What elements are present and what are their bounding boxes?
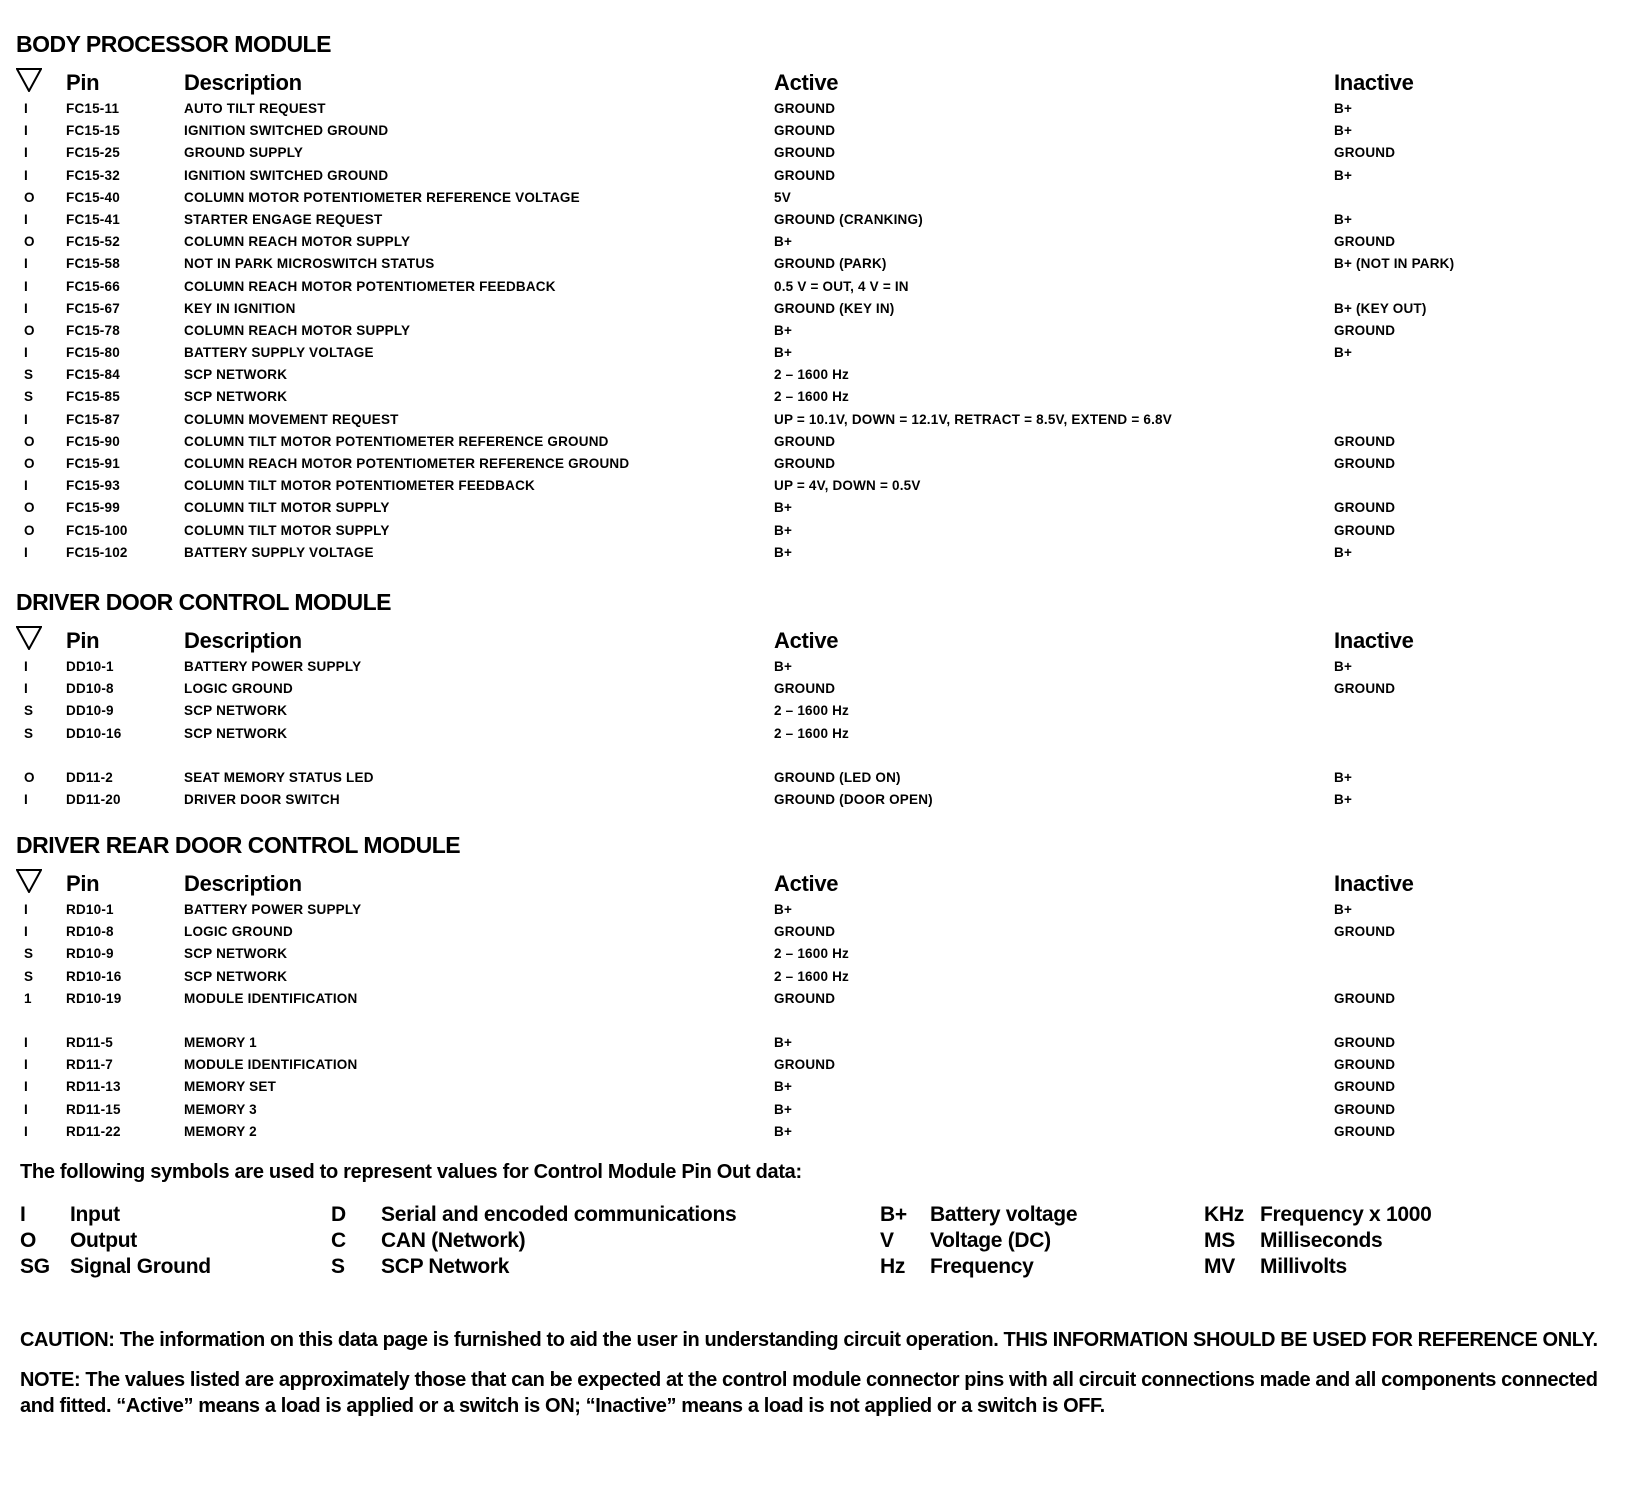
pin-description: SCP NETWORK: [184, 367, 288, 383]
pin-description: MEMORY SET: [184, 1079, 277, 1095]
pin-direction-symbol: I: [24, 300, 28, 316]
table-row: [16, 789, 1616, 811]
table-rows: [16, 98, 1616, 564]
table-row: [16, 386, 1616, 408]
legend-item: [20, 1253, 211, 1280]
pin-id: FC15-93: [66, 478, 120, 494]
pin-id: FC15-84: [66, 367, 120, 383]
pin-direction-symbol: I: [24, 902, 28, 918]
inactive-value: B+: [1334, 544, 1353, 560]
pin-id: RD11-5: [66, 1035, 113, 1050]
legend-text: Serial and encoded communications: [381, 1202, 737, 1226]
pin-description: COLUMN TILT MOTOR SUPPLY: [184, 522, 390, 538]
pin-direction-symbol: O: [24, 522, 35, 538]
table-row: [16, 921, 1616, 943]
pin-id: RD10-16: [66, 968, 122, 984]
table-row: [16, 364, 1616, 386]
table-header: [16, 863, 1616, 897]
pin-direction-symbol: O: [24, 189, 35, 205]
legend-symbol: SG: [20, 1254, 50, 1278]
pin-direction-symbol: I: [24, 123, 28, 139]
pin-id: FC15-32: [66, 167, 120, 183]
active-value: 0.5 V = OUT, 4 V = IN: [774, 278, 909, 294]
pin-id: RD11-22: [66, 1123, 121, 1139]
table-row: [16, 1121, 1616, 1143]
active-value: B+: [774, 322, 793, 338]
caution-note: CAUTION: The information on this data page is furnished to aid the user in understanding circuit operation. THIS INFORMATION SHOULD BE USED FOR REFERENCE ONLY.: [20, 1328, 1598, 1351]
inactive-value: GROUND: [1334, 1123, 1396, 1139]
active-value: 2 – 1600 Hz: [774, 968, 849, 984]
legend-item: [1204, 1227, 1382, 1254]
table-row: [16, 431, 1616, 453]
pin-description: NOT IN PARK MICROSWITCH STATUS: [184, 256, 435, 272]
active-value: B+: [774, 902, 793, 918]
pin-id: DD11-2: [66, 769, 113, 785]
active-value: UP = 4V, DOWN = 0.5V: [774, 478, 921, 494]
inactive-value: [1334, 187, 1616, 209]
active-value: GROUND: [774, 990, 836, 1006]
pin-direction-symbol: I: [24, 658, 28, 674]
active-value: B+: [774, 345, 793, 361]
active-value: GROUND: [774, 1057, 836, 1073]
legend-text: SCP Network: [381, 1254, 510, 1278]
inactive-value: GROUND: [1334, 433, 1396, 449]
pin-direction-symbol: I: [24, 101, 28, 116]
legend-text: Input: [70, 1202, 120, 1226]
header-inactive: Inactive: [1334, 871, 1414, 897]
active-value: B+: [774, 658, 793, 674]
legend-item: [880, 1201, 1077, 1228]
active-value: GROUND (KEY IN): [774, 300, 895, 316]
active-value: GROUND: [774, 167, 836, 183]
inactive-value: B+: [1334, 123, 1353, 139]
legend-item: [331, 1201, 736, 1228]
header-active: Active: [774, 627, 839, 653]
pin-direction-symbol: I: [24, 924, 28, 940]
table-row: [16, 475, 1616, 497]
active-value: GROUND: [774, 433, 836, 449]
inactive-value: GROUND: [1334, 681, 1396, 697]
pin-id: DD10-1: [66, 658, 114, 674]
legend-symbol: V: [880, 1228, 894, 1252]
table-row: [16, 453, 1616, 475]
pin-direction-symbol: I: [24, 278, 28, 294]
active-value: GROUND (CRANKING): [774, 211, 923, 227]
active-value: 2 – 1600 Hz: [774, 946, 849, 962]
legend-symbol: B+: [880, 1202, 907, 1226]
legend-item: [331, 1253, 509, 1280]
pin-id: FC15-85: [66, 389, 120, 405]
inactive-value: GROUND: [1334, 1101, 1396, 1117]
inactive-value: [1334, 723, 1616, 745]
pin-id: FC15-58: [66, 256, 120, 272]
active-value: B+: [774, 234, 793, 250]
active-value: GROUND: [774, 456, 836, 471]
table-row: [16, 723, 1616, 745]
pin-direction-symbol: O: [24, 433, 35, 449]
table-row: [16, 497, 1616, 519]
pin-description: AUTO TILT REQUEST: [184, 101, 326, 116]
pin-description: MEMORY 3: [184, 1101, 257, 1117]
inactive-value: [1334, 276, 1616, 298]
pin-direction-symbol: O: [24, 769, 35, 785]
table-rows: [16, 899, 1616, 1143]
table-row: [16, 187, 1616, 209]
section-title: BODY PROCESSOR MODULE: [16, 31, 331, 57]
inactive-value: B+: [1334, 769, 1353, 785]
section-title: DRIVER DOOR CONTROL MODULE: [16, 588, 392, 615]
legend-item: [880, 1253, 1034, 1280]
pin-description: COLUMN TILT MOTOR POTENTIOMETER FEEDBACK: [184, 478, 535, 494]
active-value: 5V: [774, 189, 791, 205]
table-row: [16, 767, 1616, 789]
inactive-value: [1334, 943, 1616, 965]
legend-symbol: Hz: [880, 1254, 906, 1278]
pin-description: SCP NETWORK: [184, 946, 288, 962]
legend-text: Output: [70, 1228, 138, 1252]
legend-item: [1204, 1253, 1347, 1280]
pin-description: COLUMN MOVEMENT REQUEST: [184, 411, 399, 427]
pin-id: RD10-19: [66, 990, 122, 1006]
legend-symbol: I: [20, 1202, 26, 1226]
table-row: [16, 253, 1616, 275]
legend-item: [1204, 1201, 1431, 1228]
pin-direction-symbol: I: [24, 256, 28, 272]
pin-id: FC15-40: [66, 189, 120, 205]
pin-id: RD10-9: [66, 946, 114, 962]
pin-id: FC15-66: [66, 278, 120, 294]
legend-symbol: D: [331, 1202, 346, 1226]
active-value: GROUND: [774, 681, 836, 697]
table-row: [16, 1032, 1616, 1054]
pin-id: FC15-90: [66, 433, 120, 449]
pin-id: DD10-8: [66, 681, 114, 697]
legend-item: [20, 1201, 120, 1228]
table-row: [16, 342, 1616, 364]
table-row: [16, 943, 1616, 965]
symbol-legend: [20, 1201, 1616, 1291]
pin-description: SCP NETWORK: [184, 968, 288, 984]
legend-text: Millivolts: [1260, 1254, 1347, 1278]
pin-description: MODULE IDENTIFICATION: [184, 990, 358, 1006]
table-row: [16, 988, 1616, 1010]
pin-id: FC15-100: [66, 522, 128, 538]
legend-symbol: MV: [1204, 1254, 1235, 1278]
inactive-value: GROUND: [1334, 990, 1396, 1006]
table-row: [16, 899, 1616, 921]
legend-text: Frequency x 1000: [1260, 1202, 1432, 1226]
pin-id: FC15-52: [66, 234, 120, 250]
header-active: Active: [774, 871, 839, 897]
pin-id: FC15-87: [66, 411, 120, 427]
table-row: [16, 520, 1616, 542]
table-row: [16, 542, 1616, 564]
inactive-value: GROUND: [1334, 924, 1396, 940]
table-row: [16, 298, 1616, 320]
table-row: [16, 98, 1616, 120]
inactive-value: B+: [1334, 658, 1353, 674]
pin-description: COLUMN TILT MOTOR POTENTIOMETER REFERENCE GROUND: [184, 433, 609, 449]
legend-text: Milliseconds: [1260, 1228, 1383, 1252]
pin-id: DD10-16: [66, 725, 122, 741]
table-row: [16, 165, 1616, 187]
pin-direction-symbol: I: [24, 411, 28, 427]
legend-text: Signal Ground: [70, 1254, 211, 1278]
header-description: Description: [184, 70, 302, 95]
active-value: B+: [774, 544, 793, 560]
header-pin: Pin: [66, 871, 100, 897]
pin-id: FC15-99: [66, 500, 120, 516]
table-row: [16, 276, 1616, 298]
legend-symbol: KHz: [1204, 1202, 1244, 1226]
header-active: Active: [774, 70, 839, 95]
legend-intro: The following symbols are used to represent values for Control Module Pin Out data:: [20, 1160, 802, 1183]
table-row: [16, 1054, 1616, 1076]
header-inactive: Inactive: [1334, 627, 1414, 653]
active-value: B+: [774, 522, 793, 538]
pin-direction-symbol: S: [24, 968, 34, 984]
legend-symbol: C: [331, 1228, 346, 1252]
inactive-value: B+: [1334, 345, 1353, 361]
pin-description: SCP NETWORK: [184, 703, 288, 719]
pin-direction-symbol: I: [24, 211, 28, 227]
inactive-value: [1334, 475, 1616, 497]
table-header: [16, 620, 1616, 654]
pin-direction-symbol: O: [24, 500, 35, 516]
pin-direction-symbol: 1: [24, 990, 32, 1006]
pin-description: STARTER ENGAGE REQUEST: [184, 211, 383, 227]
legend-text: Voltage (DC): [930, 1228, 1051, 1252]
pin-description: BATTERY POWER SUPPLY: [184, 902, 362, 918]
direction-triangle-icon: [16, 68, 42, 92]
direction-triangle-icon: [16, 626, 42, 650]
inactive-value: GROUND: [1334, 500, 1396, 516]
active-value: 2 – 1600 Hz: [774, 725, 849, 741]
active-value: GROUND: [774, 145, 836, 161]
inactive-value: GROUND: [1334, 234, 1396, 250]
pin-description: IGNITION SWITCHED GROUND: [184, 123, 389, 139]
pin-direction-symbol: S: [24, 389, 34, 405]
table-row: [16, 1076, 1616, 1098]
pin-description: KEY IN IGNITION: [184, 300, 296, 316]
pin-description: SCP NETWORK: [184, 725, 288, 741]
active-value: 2 – 1600 Hz: [774, 367, 849, 383]
pin-id: FC15-15: [66, 123, 120, 139]
inactive-value: B+: [1334, 101, 1353, 116]
pin-direction-symbol: I: [24, 167, 28, 183]
pin-description: COLUMN REACH MOTOR SUPPLY: [184, 322, 411, 338]
pin-direction-symbol: S: [24, 367, 34, 383]
table-row: [16, 966, 1616, 988]
active-value: GROUND: [774, 101, 836, 116]
pin-description: COLUMN REACH MOTOR POTENTIOMETER FEEDBACK: [184, 278, 556, 294]
header-pin: Pin: [66, 70, 100, 95]
pin-id: FC15-25: [66, 145, 120, 161]
pin-description: COLUMN REACH MOTOR SUPPLY: [184, 234, 411, 250]
pin-description: SEAT MEMORY STATUS LED: [184, 769, 374, 785]
pin-description: BATTERY SUPPLY VOLTAGE: [184, 345, 374, 361]
pin-description: COLUMN REACH MOTOR POTENTIOMETER REFERENCE GROUND: [184, 456, 630, 471]
pin-description: GROUND SUPPLY: [184, 145, 304, 161]
table-row: [16, 656, 1616, 678]
pinout-page: [16, 30, 1616, 1419]
pin-id: FC15-67: [66, 300, 120, 316]
pin-direction-symbol: I: [24, 1035, 28, 1050]
inactive-value: B+: [1334, 211, 1353, 227]
inactive-value: B+: [1334, 791, 1353, 807]
inactive-value: GROUND: [1334, 1079, 1396, 1095]
pin-direction-symbol: I: [24, 478, 28, 494]
pin-id: RD11-13: [66, 1079, 121, 1095]
inactive-value: B+ (NOT IN PARK): [1334, 256, 1455, 272]
pin-id: RD11-7: [66, 1057, 113, 1073]
values-note: NOTE: The values listed are approximately those that can be expected at the control module connector pins with all circuit connections made and all components connected and fitted. “Active” means a load is applied or a switch is ON; “Inactive” means a load is not applied or a switch is OFF.: [20, 1368, 1598, 1417]
pin-description: MEMORY 1: [184, 1035, 257, 1050]
pin-description: COLUMN TILT MOTOR SUPPLY: [184, 500, 390, 516]
section-body-processor-module: [16, 30, 1616, 564]
active-value: B+: [774, 1079, 793, 1095]
legend-symbol: S: [331, 1254, 345, 1278]
table-row: [16, 678, 1616, 700]
inactive-value: [1334, 409, 1616, 431]
table-row: [16, 320, 1616, 342]
header-description: Description: [184, 871, 302, 897]
table-row: [16, 209, 1616, 231]
header-pin: Pin: [66, 627, 100, 653]
pin-id: FC15-80: [66, 345, 120, 361]
inactive-value: GROUND: [1334, 1057, 1396, 1073]
legend-item: [20, 1227, 137, 1254]
pin-id: FC15-91: [66, 456, 120, 471]
pin-id: DD10-9: [66, 703, 114, 719]
pin-id: RD11-15: [66, 1101, 121, 1117]
active-value: B+: [774, 1123, 793, 1139]
legend-symbol: MS: [1204, 1228, 1235, 1252]
active-value: 2 – 1600 Hz: [774, 703, 849, 719]
inactive-value: [1334, 364, 1616, 386]
section-driver-door-control-module: [16, 588, 1616, 811]
header-description: Description: [184, 627, 302, 653]
legend-text: Frequency: [930, 1254, 1034, 1278]
pin-description: COLUMN MOTOR POTENTIOMETER REFERENCE VOLTAGE: [184, 189, 580, 205]
pin-description: IGNITION SWITCHED GROUND: [184, 167, 389, 183]
header-inactive: Inactive: [1334, 70, 1414, 95]
table-row: [16, 231, 1616, 253]
inactive-value: [1334, 386, 1616, 408]
pin-id: DD11-20: [66, 791, 121, 807]
pin-direction-symbol: I: [24, 681, 28, 697]
pin-description: BATTERY POWER SUPPLY: [184, 658, 362, 674]
table-header: [16, 62, 1616, 96]
inactive-value: GROUND: [1334, 522, 1396, 538]
legend-symbol: O: [20, 1228, 37, 1252]
active-value: B+: [774, 500, 793, 516]
inactive-value: GROUND: [1334, 456, 1396, 471]
pin-direction-symbol: I: [24, 1123, 28, 1139]
pin-description: MEMORY 2: [184, 1123, 257, 1139]
active-value: GROUND: [774, 123, 836, 139]
active-value: GROUND: [774, 924, 836, 940]
pin-direction-symbol: S: [24, 946, 34, 962]
section-title: DRIVER REAR DOOR CONTROL MODULE: [16, 832, 461, 859]
pin-direction-symbol: O: [24, 456, 35, 471]
direction-triangle-icon: [16, 869, 42, 893]
pin-id: FC15-41: [66, 211, 120, 227]
inactive-value: B+: [1334, 167, 1353, 183]
active-value: GROUND (PARK): [774, 256, 887, 272]
section-driver-rear-door-control-module: [16, 831, 1616, 1143]
pin-direction-symbol: S: [24, 703, 34, 719]
pin-direction-symbol: I: [24, 544, 28, 560]
inactive-value: GROUND: [1334, 145, 1396, 161]
legend-item: [880, 1227, 1051, 1254]
active-value: UP = 10.1V, DOWN = 12.1V, RETRACT = 8.5V, EXTEND = 6.8V: [774, 411, 1172, 427]
inactive-value: [1334, 700, 1616, 722]
pin-id: FC15-78: [66, 322, 120, 338]
pin-id: RD10-8: [66, 924, 114, 940]
pin-description: LOGIC GROUND: [184, 681, 293, 697]
legend-text: Battery voltage: [930, 1202, 1078, 1226]
active-value: 2 – 1600 Hz: [774, 389, 849, 405]
inactive-value: [1334, 966, 1616, 988]
pin-direction-symbol: I: [24, 145, 28, 161]
active-value: B+: [774, 1035, 793, 1050]
table-row: [16, 1099, 1616, 1121]
pin-description: LOGIC GROUND: [184, 924, 293, 940]
pin-id: FC15-102: [66, 544, 128, 560]
pin-description: BATTERY SUPPLY VOLTAGE: [184, 544, 374, 560]
inactive-value: GROUND: [1334, 322, 1396, 338]
pin-description: SCP NETWORK: [184, 389, 288, 405]
active-value: GROUND (DOOR OPEN): [774, 791, 933, 807]
table-row: [16, 409, 1616, 431]
table-row: [16, 120, 1616, 142]
legend-item: [331, 1227, 525, 1254]
pin-direction-symbol: I: [24, 791, 28, 807]
active-value: GROUND (LED ON): [774, 769, 901, 785]
table-row: [16, 700, 1616, 722]
pin-direction-symbol: I: [24, 1101, 28, 1117]
pin-direction-symbol: O: [24, 322, 35, 338]
inactive-value: B+ (KEY OUT): [1334, 300, 1427, 316]
pin-direction-symbol: I: [24, 1057, 28, 1073]
pin-direction-symbol: S: [24, 725, 34, 741]
pin-direction-symbol: O: [24, 234, 35, 250]
table-row: [16, 142, 1616, 164]
table-rows: [16, 656, 1616, 811]
pin-id: FC15-11: [66, 101, 120, 116]
pin-description: MODULE IDENTIFICATION: [184, 1057, 358, 1073]
pin-description: DRIVER DOOR SWITCH: [184, 791, 340, 807]
active-value: B+: [774, 1101, 793, 1117]
legend-text: CAN (Network): [381, 1228, 526, 1252]
pin-direction-symbol: I: [24, 1079, 28, 1095]
inactive-value: B+: [1334, 902, 1353, 918]
pin-id: RD10-1: [66, 902, 114, 918]
pin-direction-symbol: I: [24, 345, 28, 361]
inactive-value: GROUND: [1334, 1035, 1396, 1050]
